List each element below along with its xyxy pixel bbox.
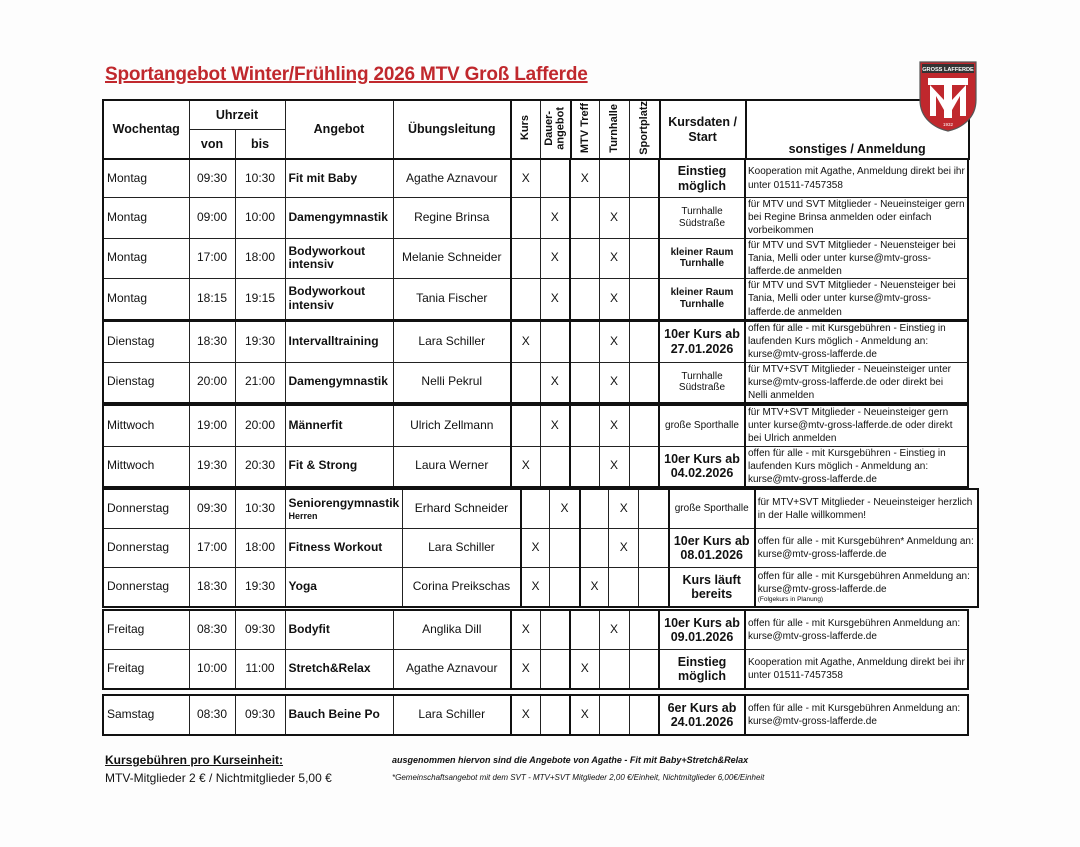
cell-wochentag: Freitag	[103, 610, 189, 650]
cell-turnhalle: X	[599, 279, 629, 320]
cell-sonstiges	[745, 405, 968, 446]
cell-dauerangebot	[540, 610, 570, 650]
cell-dauerangebot	[550, 529, 580, 568]
sonstiges-text: für MTV+SVT Mitglieder - Neueinsteiger unter kurse@mtv-gross-lafferde.de oder direkt bei Nelli anmelden	[748, 363, 951, 401]
cell-sportplatz	[629, 362, 659, 403]
sonstiges-text: für MTV+SVT Mitglieder - Neueinsteiger herzlich in der Halle willkommen!	[757, 496, 973, 521]
angebot-name: Stretch&Relax	[288, 661, 371, 676]
cell-dauerangebot: X	[540, 405, 570, 446]
cell-kurs	[511, 362, 540, 403]
cell-kurs	[511, 279, 540, 320]
cell-kurs	[511, 405, 540, 446]
cell-sonstiges	[755, 568, 978, 608]
cell-kurs: X	[511, 610, 540, 650]
sonstiges-text: für MTV+SVT Mitglieder - Neueinsteiger gern unter kurse@mtv-gross-lafferde.de oder direkt bei Ulrich anmelden	[748, 407, 953, 445]
cell-wochentag: Dienstag	[103, 321, 189, 362]
note-exception: ausgenommen hiervon sind die Angebote von Agathe - Fit mit Baby+Stretch&Relax	[392, 755, 749, 765]
cell-kurs: X	[511, 650, 540, 690]
table-row	[103, 489, 978, 529]
cell-bis: 19:30	[235, 321, 285, 362]
cell-bis: 09:30	[235, 695, 285, 735]
cell-dauerangebot	[550, 568, 580, 608]
cell-dauerangebot	[540, 695, 570, 735]
angebot-name: Bodyworkout intensiv	[288, 243, 366, 272]
header-mtv-treff-label: MTV Treff	[578, 102, 591, 153]
svg-text:GROSS LAFFERDE: GROSS LAFFERDE	[922, 67, 974, 73]
cell-uebungsleitung: Corina Preikschas	[403, 568, 521, 608]
header-kurs	[511, 100, 540, 159]
header-wochentag: Wochentag	[103, 100, 189, 159]
sonstiges-note: (Folgekurs in Planung)	[757, 595, 824, 603]
cell-dauerangebot: X	[540, 279, 570, 320]
sonstiges-text: Kooperation mit Agathe, Anmeldung direkt bei ihr unter 01511-7457358	[748, 166, 965, 191]
cell-bis: 20:30	[235, 446, 285, 487]
cell-sonstiges	[745, 198, 968, 239]
cell-sportplatz	[629, 198, 659, 239]
table-row	[103, 198, 968, 239]
cell-uebungsleitung: Erhard Schneider	[403, 489, 521, 529]
cell-von: 09:30	[189, 159, 235, 198]
cell-wochentag: Montag	[103, 198, 189, 239]
cell-von: 17:00	[189, 529, 235, 568]
cell-kursdaten: Einstieg möglich	[659, 159, 745, 198]
fees-heading: Kursgebühren pro Kurseinheit:	[105, 753, 284, 767]
cell-wochentag: Donnerstag	[103, 489, 189, 529]
cell-angebot	[285, 695, 393, 735]
cell-bis: 10:00	[235, 198, 285, 239]
cell-kurs: X	[521, 568, 550, 608]
day-group	[102, 488, 979, 608]
cell-kursdaten: 10er Kurs ab 04.02.2026	[659, 446, 745, 487]
cell-kurs: X	[511, 159, 540, 198]
cell-kursdaten: kleiner Raum Turnhalle	[659, 279, 745, 320]
cell-mtv-treff	[580, 529, 609, 568]
cell-bis: 18:00	[235, 238, 285, 279]
table-row	[103, 279, 968, 320]
club-crest-icon	[918, 60, 978, 132]
table-row	[103, 321, 968, 362]
header-von: von	[189, 130, 235, 160]
cell-uebungsleitung: Ulrich Zellmann	[393, 405, 511, 446]
cell-bis: 18:00	[235, 529, 285, 568]
cell-kursdaten: 10er Kurs ab 09.01.2026	[659, 610, 745, 650]
cell-turnhalle: X	[599, 198, 629, 239]
cell-uebungsleitung: Laura Werner	[393, 446, 511, 487]
cell-mtv-treff	[570, 238, 599, 279]
header-angebot: Angebot	[285, 100, 393, 159]
cell-kurs: X	[521, 529, 550, 568]
cell-sonstiges	[745, 695, 968, 735]
cell-von: 18:30	[189, 321, 235, 362]
schedule-header	[102, 99, 970, 160]
cell-dauerangebot	[540, 650, 570, 690]
cell-bis: 10:30	[235, 489, 285, 529]
cell-kurs	[521, 489, 550, 529]
angebot-name: Damengymnastik	[288, 209, 388, 224]
cell-sportplatz	[629, 610, 659, 650]
header-mtv-treff	[571, 100, 600, 159]
cell-mtv-treff: X	[580, 568, 609, 608]
cell-wochentag: Mittwoch	[103, 405, 189, 446]
cell-mtv-treff	[570, 610, 599, 650]
table-row	[103, 610, 968, 650]
cell-angebot	[285, 568, 403, 608]
cell-von: 09:30	[189, 489, 235, 529]
sonstiges-text: für MTV und SVT Mitglieder - Neuensteiger bei Tania, Melli oder unter kurse@mtv-gross-lafferde.de anmelden	[748, 239, 956, 277]
cell-uebungsleitung: Agathe Aznavour	[393, 650, 511, 690]
angebot-name: Fitness Workout	[288, 540, 383, 555]
sonstiges-text: offen für alle - mit Kursgebühren Anmeldung an: kurse@mtv-gross-lafferde.de	[757, 570, 970, 595]
cell-mtv-treff	[570, 405, 599, 446]
header-sportplatz	[630, 100, 660, 159]
cell-sonstiges	[745, 650, 968, 690]
sonstiges-text: offen für alle - mit Kursgebühren - Einstieg in laufenden Kurs möglich - Anmeldung an: kurse@mtv-gross-lafferde.de	[748, 447, 946, 485]
table-row	[103, 405, 968, 446]
cell-sonstiges	[755, 489, 978, 529]
angebot-subtitle: Herren	[288, 510, 318, 521]
cell-kurs	[511, 238, 540, 279]
cell-bis: 21:00	[235, 362, 285, 403]
cell-kursdaten: große Sporthalle	[659, 405, 745, 446]
angebot-name: Bodyworkout intensiv	[288, 284, 366, 312]
club-logo	[918, 60, 978, 132]
angebot-name: Yoga	[288, 579, 317, 594]
cell-uebungsleitung: Lara Schiller	[403, 529, 521, 568]
cell-turnhalle: X	[599, 405, 629, 446]
cell-sonstiges	[745, 279, 968, 320]
cell-kurs: X	[511, 321, 540, 362]
cell-bis: 19:30	[235, 568, 285, 608]
cell-angebot	[285, 159, 393, 198]
cell-turnhalle	[599, 159, 629, 198]
cell-von: 18:15	[189, 279, 235, 320]
day-group	[102, 158, 969, 321]
cell-sportplatz	[629, 321, 659, 362]
day-group	[102, 404, 969, 488]
cell-kursdaten: 6er Kurs ab 24.01.2026	[659, 695, 745, 735]
angebot-name: Bauch Beine Po	[288, 707, 380, 722]
cell-uebungsleitung: Regine Brinsa	[393, 198, 511, 239]
header-kurs-label: Kurs	[518, 115, 531, 141]
cell-angebot	[285, 279, 393, 320]
cell-kursdaten: Kurs läuft bereits	[669, 568, 755, 608]
cell-wochentag: Montag	[103, 238, 189, 279]
header-sportplatz-label: Sportplatz	[637, 101, 650, 155]
cell-sportplatz	[629, 695, 659, 735]
header-uebungsleitung: Übungsleitung	[393, 100, 511, 159]
angebot-name: Intervalltraining	[288, 333, 379, 348]
cell-turnhalle: X	[599, 321, 629, 362]
cell-dauerangebot: X	[540, 238, 570, 279]
cell-kursdaten: kleiner Raum Turnhalle	[659, 238, 745, 279]
table-row	[103, 362, 968, 403]
header-sonstiges: sonstiges / Anmeldung	[746, 100, 969, 159]
cell-dauerangebot	[540, 159, 570, 198]
table-row	[103, 695, 968, 735]
cell-kurs	[511, 198, 540, 239]
note-svt: *Gemeinschaftsangebot mit dem SVT - MTV+SVT Mitglieder 2,00 €/Einheit, Nichtmitglieder 6,00€/Einheit	[392, 773, 765, 782]
cell-sonstiges	[745, 362, 968, 403]
cell-uebungsleitung: Nelli Pekrul	[393, 362, 511, 403]
cell-kursdaten: Einstieg möglich	[659, 650, 745, 690]
cell-von: 19:30	[189, 446, 235, 487]
cell-wochentag: Freitag	[103, 650, 189, 690]
cell-bis: 19:15	[235, 279, 285, 320]
cell-sportplatz	[629, 650, 659, 690]
cell-turnhalle: X	[609, 489, 639, 529]
cell-von: 18:30	[189, 568, 235, 608]
cell-von: 10:00	[189, 650, 235, 690]
day-group	[102, 320, 969, 404]
table-row	[103, 446, 968, 487]
header-turnhalle	[600, 100, 630, 159]
cell-angebot	[285, 238, 393, 279]
sonstiges-text: offen für alle - mit Kursgebühren - Einstieg in laufenden Kurs möglich - Anmeldung an: kurse@mtv-gross-lafferde.de	[748, 323, 946, 361]
cell-kurs: X	[511, 446, 540, 487]
cell-uebungsleitung: Melanie Schneider	[393, 238, 511, 279]
cell-turnhalle	[599, 695, 629, 735]
cell-von: 09:00	[189, 198, 235, 239]
cell-sportplatz	[629, 405, 659, 446]
cell-wochentag: Donnerstag	[103, 529, 189, 568]
table-row	[103, 238, 968, 279]
cell-turnhalle	[599, 650, 629, 690]
day-group	[102, 609, 969, 690]
cell-von: 08:30	[189, 695, 235, 735]
svg-text:1932: 1932	[942, 122, 954, 127]
cell-mtv-treff	[570, 362, 599, 403]
cell-sonstiges	[745, 610, 968, 650]
cell-von: 20:00	[189, 362, 235, 403]
cell-kursdaten: 10er Kurs ab 27.01.2026	[659, 321, 745, 362]
cell-uebungsleitung: Anglika Dill	[393, 610, 511, 650]
cell-mtv-treff	[570, 446, 599, 487]
cell-uebungsleitung: Lara Schiller	[393, 321, 511, 362]
angebot-name: Fit mit Baby	[288, 170, 358, 185]
cell-sportplatz	[629, 446, 659, 487]
cell-angebot	[285, 489, 403, 529]
cell-dauerangebot	[540, 446, 570, 487]
cell-turnhalle: X	[599, 362, 629, 403]
cell-kursdaten: 10er Kurs ab 08.01.2026	[669, 529, 755, 568]
cell-sportplatz	[629, 238, 659, 279]
page-title: Sportangebot Winter/Frühling 2026 MTV Groß Lafferde	[105, 64, 588, 85]
cell-mtv-treff	[570, 198, 599, 239]
cell-kurs: X	[511, 695, 540, 735]
cell-mtv-treff: X	[570, 695, 599, 735]
header-turnhalle-label: Turnhalle	[607, 103, 620, 153]
header-bis: bis	[235, 130, 285, 160]
cell-wochentag: Donnerstag	[103, 568, 189, 608]
fees-text: MTV-Mitglieder 2 € / Nichtmitglieder 5,00 €	[105, 771, 332, 785]
cell-dauerangebot: X	[540, 362, 570, 403]
angebot-name: Fit & Strong	[288, 458, 358, 473]
cell-wochentag: Montag	[103, 279, 189, 320]
cell-uebungsleitung: Agathe Aznavour	[393, 159, 511, 198]
table-row	[103, 529, 978, 568]
cell-angebot	[285, 529, 403, 568]
cell-mtv-treff: X	[570, 159, 599, 198]
cell-sonstiges	[745, 159, 968, 198]
table-row	[103, 159, 968, 198]
header-uhrzeit: Uhrzeit	[189, 100, 285, 130]
cell-sportplatz	[639, 529, 669, 568]
angebot-name: Seniorengymnastik	[288, 495, 400, 510]
cell-sportplatz	[639, 568, 669, 608]
cell-von: 17:00	[189, 238, 235, 279]
cell-kursdaten: große Sporthalle	[669, 489, 755, 529]
cell-kursdaten: Turnhalle Südstraße	[659, 198, 745, 239]
header-dauerangebot	[540, 100, 571, 159]
sonstiges-text: für MTV und SVT Mitglieder - Neuensteiger bei Tania, Melli oder unter kurse@mtv-gross-lafferde.de anmelden	[748, 280, 956, 318]
cell-mtv-treff	[570, 279, 599, 320]
angebot-name: Männerfit	[288, 417, 343, 432]
cell-von: 08:30	[189, 610, 235, 650]
cell-von: 19:00	[189, 405, 235, 446]
sonstiges-text: offen für alle - mit Kursgebühren* Anmeldung an: kurse@mtv-gross-lafferde.de	[757, 535, 974, 560]
cell-angebot	[285, 362, 393, 403]
cell-dauerangebot: X	[540, 198, 570, 239]
cell-wochentag: Mittwoch	[103, 446, 189, 487]
cell-turnhalle: X	[609, 529, 639, 568]
cell-angebot	[285, 321, 393, 362]
cell-sonstiges	[745, 446, 968, 487]
angebot-name: Damengymnastik	[288, 374, 388, 389]
cell-wochentag: Dienstag	[103, 362, 189, 403]
cell-turnhalle: X	[599, 446, 629, 487]
sonstiges-text: offen für alle - mit Kursgebühren Anmeldung an: kurse@mtv-gross-lafferde.de	[748, 702, 961, 727]
cell-bis: 11:00	[235, 650, 285, 690]
header-dauerangebot-label: Dauer- angebot	[542, 106, 567, 150]
cell-angebot	[285, 650, 393, 690]
cell-mtv-treff: X	[570, 650, 599, 690]
cell-mtv-treff	[570, 321, 599, 362]
cell-uebungsleitung: Tania Fischer	[393, 279, 511, 320]
cell-sportplatz	[639, 489, 669, 529]
sonstiges-text: offen für alle - mit Kursgebühren Anmeldung an: kurse@mtv-gross-lafferde.de	[748, 617, 961, 642]
table-row	[103, 650, 968, 690]
header-kursdaten: Kursdaten / Start	[660, 100, 746, 159]
cell-mtv-treff	[580, 489, 609, 529]
cell-turnhalle: X	[599, 238, 629, 279]
table-row	[103, 568, 978, 608]
sonstiges-text: Kooperation mit Agathe, Anmeldung direkt bei ihr unter 01511-7457358	[748, 656, 965, 681]
cell-sportplatz	[629, 159, 659, 198]
cell-sportplatz	[629, 279, 659, 320]
cell-angebot	[285, 446, 393, 487]
sonstiges-text: für MTV und SVT Mitglieder - Neueinsteiger gern bei Regine Brinsa anmelden oder einfach vorbeikommen	[748, 199, 965, 237]
cell-wochentag: Montag	[103, 159, 189, 198]
cell-kursdaten: Turnhalle Südstraße	[659, 362, 745, 403]
angebot-name: Bodyfit	[288, 622, 330, 637]
cell-dauerangebot: X	[550, 489, 580, 529]
cell-turnhalle	[609, 568, 639, 608]
cell-uebungsleitung: Lara Schiller	[393, 695, 511, 735]
cell-turnhalle: X	[599, 610, 629, 650]
cell-bis: 09:30	[235, 610, 285, 650]
cell-angebot	[285, 610, 393, 650]
day-group	[102, 694, 969, 736]
cell-angebot	[285, 405, 393, 446]
cell-angebot	[285, 198, 393, 239]
cell-dauerangebot	[540, 321, 570, 362]
cell-bis: 20:00	[235, 405, 285, 446]
cell-sonstiges	[755, 529, 978, 568]
cell-bis: 10:30	[235, 159, 285, 198]
cell-sonstiges	[745, 321, 968, 362]
cell-sonstiges	[745, 238, 968, 279]
cell-wochentag: Samstag	[103, 695, 189, 735]
